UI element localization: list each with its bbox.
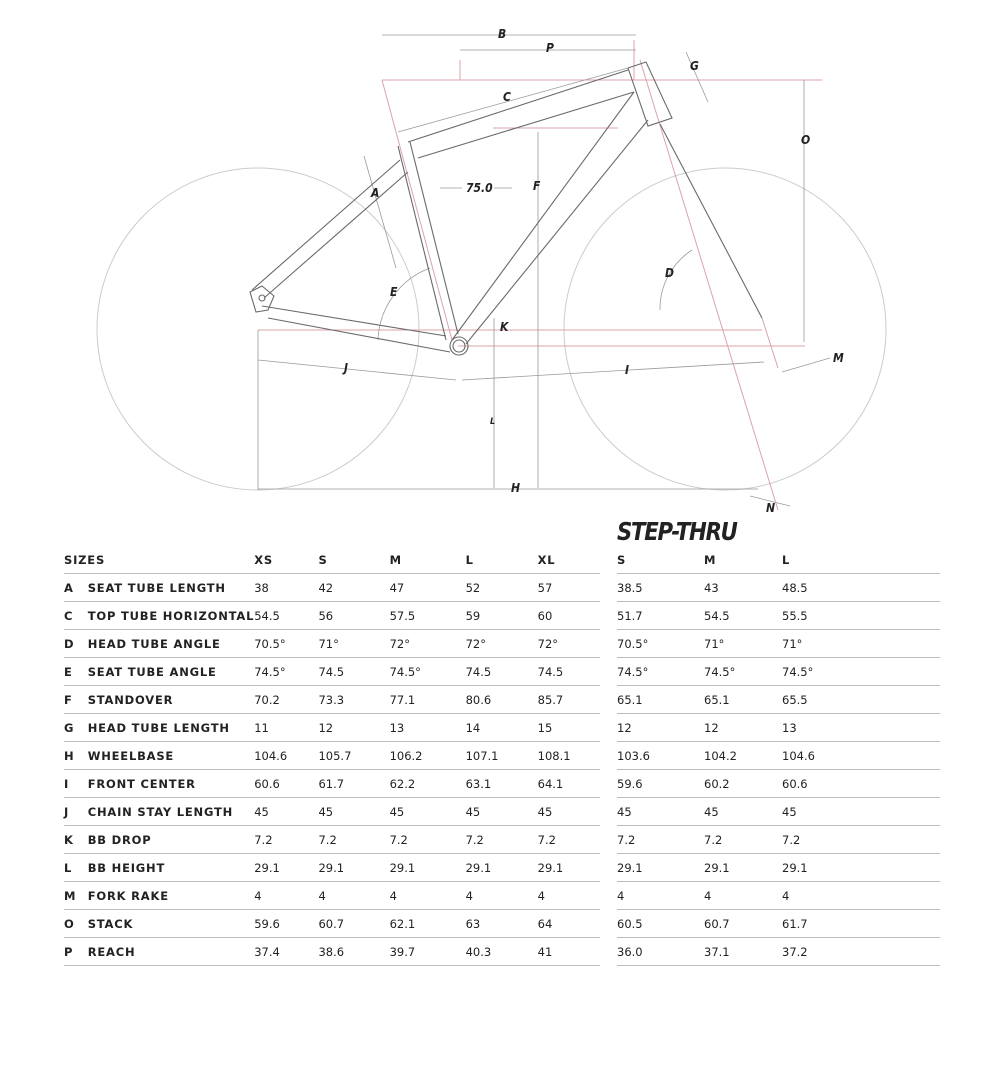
cell-value: 72° <box>538 630 600 658</box>
cell-value: 63.1 <box>466 770 538 798</box>
row-label: STANDOVER <box>88 686 255 714</box>
table-row <box>617 770 940 798</box>
cell-value: 73.3 <box>318 686 389 714</box>
cell-value: 59.6 <box>254 910 318 938</box>
row-code: A <box>64 574 88 602</box>
cell-value: 45 <box>318 798 389 826</box>
table-row <box>617 882 940 910</box>
cell-value: 57.5 <box>390 602 466 630</box>
table-row <box>617 574 940 602</box>
row-label: SEAT TUBE LENGTH <box>88 574 255 602</box>
cell-value: 65.1 <box>704 686 782 714</box>
cell-value: 45 <box>538 798 600 826</box>
cell-value: 7.2 <box>782 826 940 854</box>
cell-value: 72° <box>466 630 538 658</box>
cell-value: 85.7 <box>538 686 600 714</box>
table-row <box>64 882 600 910</box>
cell-value: 47 <box>390 574 466 602</box>
cell-value: 74.5 <box>466 658 538 686</box>
row-code: D <box>64 630 88 658</box>
step-thru-table <box>617 546 940 966</box>
cell-value: 38 <box>254 574 318 602</box>
cell-value: 45 <box>617 798 704 826</box>
cell-value: 64 <box>538 910 600 938</box>
cell-value: 37.1 <box>704 938 782 966</box>
table-row <box>64 770 600 798</box>
cell-value: 62.1 <box>390 910 466 938</box>
cell-value: 7.2 <box>318 826 389 854</box>
cell-value: 107.1 <box>466 742 538 770</box>
table-row <box>64 826 600 854</box>
cell-value: 29.1 <box>704 854 782 882</box>
cell-value: 29.1 <box>318 854 389 882</box>
cell-value: 54.5 <box>254 602 318 630</box>
label-n: N <box>766 501 776 515</box>
cell-value: 61.7 <box>782 910 940 938</box>
cell-value: 61.7 <box>318 770 389 798</box>
row-label: WHEELBASE <box>88 742 255 770</box>
cell-value: 104.2 <box>704 742 782 770</box>
cell-value: 43 <box>704 574 782 602</box>
label-e: E <box>390 285 398 299</box>
cell-value: 105.7 <box>318 742 389 770</box>
cell-value: 74.5° <box>782 658 940 686</box>
cell-value: 57 <box>538 574 600 602</box>
table-row <box>617 658 940 686</box>
cell-value: 51.7 <box>617 602 704 630</box>
reference-lines <box>258 40 822 510</box>
cell-value: 41 <box>538 938 600 966</box>
cell-value: 71° <box>782 630 940 658</box>
front-wheel <box>564 168 886 490</box>
row-label: CHAIN STAY LENGTH <box>88 798 255 826</box>
table-row <box>64 658 600 686</box>
row-label: FORK RAKE <box>88 882 255 910</box>
cell-value: 4 <box>538 882 600 910</box>
cell-value: 4 <box>318 882 389 910</box>
row-code: K <box>64 826 88 854</box>
cell-value: 7.2 <box>390 826 466 854</box>
cell-value: 12 <box>704 714 782 742</box>
cell-value: 14 <box>466 714 538 742</box>
label-seat-angle: 75.0 <box>466 181 493 195</box>
cell-value: 37.2 <box>782 938 940 966</box>
cell-value: 12 <box>617 714 704 742</box>
cell-value: 4 <box>390 882 466 910</box>
cell-value: 62.2 <box>390 770 466 798</box>
cell-value: 65.5 <box>782 686 940 714</box>
cell-value: 7.2 <box>704 826 782 854</box>
cell-value: 60.7 <box>704 910 782 938</box>
table-row <box>64 854 600 882</box>
row-code: G <box>64 714 88 742</box>
label-h: H <box>511 481 521 495</box>
cell-value: 52 <box>466 574 538 602</box>
cell-value: 4 <box>782 882 940 910</box>
size-header-m: M <box>390 546 466 574</box>
row-code: E <box>64 658 88 686</box>
table-row <box>617 630 940 658</box>
cell-value: 7.2 <box>466 826 538 854</box>
row-code: F <box>64 686 88 714</box>
cell-value: 64.1 <box>538 770 600 798</box>
row-label: BB HEIGHT <box>88 854 255 882</box>
sizes-label: SIZES <box>64 546 254 574</box>
cell-value: 39.7 <box>390 938 466 966</box>
cell-value: 74.5 <box>538 658 600 686</box>
cell-value: 70.2 <box>254 686 318 714</box>
table-row <box>64 686 600 714</box>
dimension-lines <box>258 35 830 506</box>
table-row <box>64 938 600 966</box>
cell-value: 71° <box>704 630 782 658</box>
step-size-header-m: M <box>704 546 782 574</box>
size-header-l: L <box>466 546 538 574</box>
cell-value: 108.1 <box>538 742 600 770</box>
cell-value: 54.5 <box>704 602 782 630</box>
geometry-table <box>64 546 600 966</box>
cell-value: 42 <box>318 574 389 602</box>
row-label: TOP TUBE HORIZONTAL <box>88 602 255 630</box>
step-size-header-s: S <box>617 546 704 574</box>
cell-value: 4 <box>254 882 318 910</box>
cell-value: 45 <box>782 798 940 826</box>
cell-value: 13 <box>390 714 466 742</box>
cell-value: 45 <box>466 798 538 826</box>
cell-value: 103.6 <box>617 742 704 770</box>
table-row <box>617 686 940 714</box>
step-thru-table-body <box>617 574 940 966</box>
cell-value: 4 <box>704 882 782 910</box>
geometry-table-body <box>64 574 600 966</box>
cell-value: 7.2 <box>617 826 704 854</box>
cell-value: 70.5° <box>254 630 318 658</box>
table-row <box>64 742 600 770</box>
cell-value: 60 <box>538 602 600 630</box>
cell-value: 37.4 <box>254 938 318 966</box>
size-header-xl: XL <box>538 546 600 574</box>
cell-value: 38.5 <box>617 574 704 602</box>
cell-value: 60.5 <box>617 910 704 938</box>
cell-value: 7.2 <box>254 826 318 854</box>
row-code: L <box>64 854 88 882</box>
cell-value: 104.6 <box>782 742 940 770</box>
cell-value: 36.0 <box>617 938 704 966</box>
table-row <box>617 714 940 742</box>
label-b: B <box>498 27 507 41</box>
row-label: FRONT CENTER <box>88 770 255 798</box>
table-row <box>617 602 940 630</box>
label-o: O <box>801 133 811 147</box>
geometry-diagram <box>0 0 1000 530</box>
row-code: I <box>64 770 88 798</box>
cell-value: 63 <box>466 910 538 938</box>
cell-value: 45 <box>254 798 318 826</box>
step-thru-title: STEP-THRU <box>617 517 737 546</box>
row-code: C <box>64 602 88 630</box>
row-label: HEAD TUBE ANGLE <box>88 630 255 658</box>
row-code: P <box>64 938 88 966</box>
table-row <box>64 574 600 602</box>
cell-value: 56 <box>318 602 389 630</box>
cell-value: 4 <box>617 882 704 910</box>
cell-value: 40.3 <box>466 938 538 966</box>
label-j: J <box>344 361 349 375</box>
table-row <box>617 742 940 770</box>
cell-value: 74.5° <box>390 658 466 686</box>
cell-value: 29.1 <box>390 854 466 882</box>
row-label: SEAT TUBE ANGLE <box>88 658 255 686</box>
table-row <box>617 854 940 882</box>
cell-value: 72° <box>390 630 466 658</box>
label-p: P <box>546 41 554 55</box>
table-row <box>617 938 940 966</box>
cell-value: 13 <box>782 714 940 742</box>
cell-value: 60.2 <box>704 770 782 798</box>
step-thru-table-header <box>617 546 940 574</box>
row-label: REACH <box>88 938 255 966</box>
cell-value: 77.1 <box>390 686 466 714</box>
row-code: M <box>64 882 88 910</box>
table-row <box>64 602 600 630</box>
cell-value: 59 <box>466 602 538 630</box>
label-d: D <box>665 266 674 280</box>
cell-value: 104.6 <box>254 742 318 770</box>
row-label: STACK <box>88 910 255 938</box>
cell-value: 71° <box>318 630 389 658</box>
cell-value: 11 <box>254 714 318 742</box>
cell-value: 29.1 <box>538 854 600 882</box>
cell-value: 60.6 <box>782 770 940 798</box>
cell-value: 29.1 <box>466 854 538 882</box>
row-label: BB DROP <box>88 826 255 854</box>
cell-value: 48.5 <box>782 574 940 602</box>
label-l: L <box>490 417 496 427</box>
cell-value: 65.1 <box>617 686 704 714</box>
size-header-s: S <box>318 546 389 574</box>
label-a: A <box>371 186 380 200</box>
label-i: I <box>625 363 630 377</box>
cell-value: 74.5° <box>617 658 704 686</box>
label-m: M <box>833 351 844 365</box>
step-size-header-l: L <box>782 546 940 574</box>
cell-value: 29.1 <box>617 854 704 882</box>
cell-value: 106.2 <box>390 742 466 770</box>
label-k: K <box>500 320 509 334</box>
geometry-table-header <box>64 546 600 574</box>
cell-value: 60.7 <box>318 910 389 938</box>
cell-value: 12 <box>318 714 389 742</box>
cell-value: 74.5° <box>254 658 318 686</box>
cell-value: 70.5° <box>617 630 704 658</box>
size-header-xs: XS <box>254 546 318 574</box>
table-row <box>64 714 600 742</box>
cell-value: 29.1 <box>254 854 318 882</box>
cell-value: 80.6 <box>466 686 538 714</box>
table-row <box>64 630 600 658</box>
table-row <box>617 826 940 854</box>
row-code: O <box>64 910 88 938</box>
label-g: G <box>690 59 699 73</box>
table-row <box>617 910 940 938</box>
table-row <box>617 798 940 826</box>
table-row <box>64 798 600 826</box>
cell-value: 74.5° <box>704 658 782 686</box>
cell-value: 15 <box>538 714 600 742</box>
cell-value: 55.5 <box>782 602 940 630</box>
label-c: C <box>503 90 511 104</box>
row-code: H <box>64 742 88 770</box>
row-label: HEAD TUBE LENGTH <box>88 714 255 742</box>
cell-value: 38.6 <box>318 938 389 966</box>
cell-value: 29.1 <box>782 854 940 882</box>
cell-value: 45 <box>390 798 466 826</box>
cell-value: 45 <box>704 798 782 826</box>
label-f: F <box>533 179 541 193</box>
cell-value: 60.6 <box>254 770 318 798</box>
table-row <box>64 910 600 938</box>
row-code: J <box>64 798 88 826</box>
cell-value: 74.5 <box>318 658 389 686</box>
cell-value: 7.2 <box>538 826 600 854</box>
cell-value: 59.6 <box>617 770 704 798</box>
cell-value: 4 <box>466 882 538 910</box>
